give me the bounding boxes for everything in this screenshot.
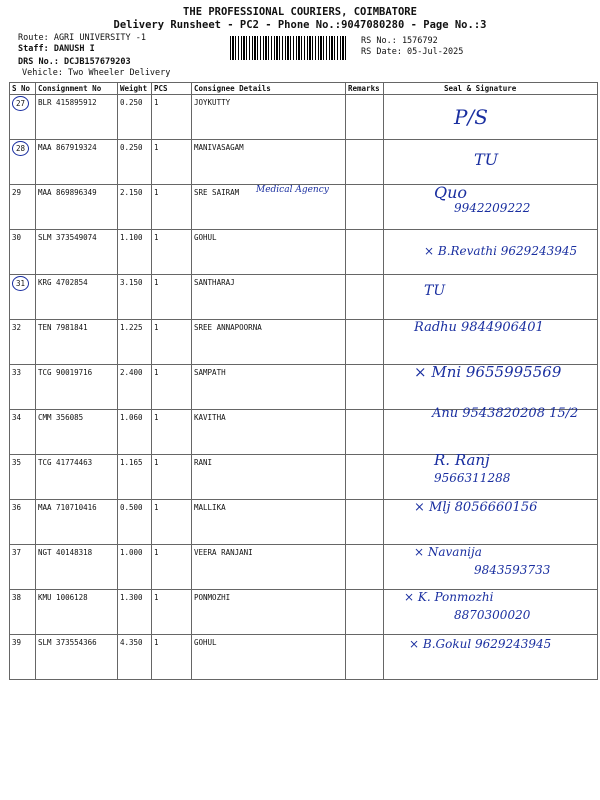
consignee-name: RANI — [194, 458, 213, 467]
route-label: Route: AGRI UNIVERSITY -1 — [18, 33, 146, 43]
remarks-cell — [346, 500, 384, 545]
table-row — [10, 635, 598, 680]
seal-signature-cell — [384, 406, 598, 455]
sno-cell — [10, 140, 36, 185]
handwritten-signature: × Mni 9655995569 — [414, 363, 562, 381]
seal-signature-cell — [384, 95, 598, 140]
consignee-name: SAMPATH — [194, 368, 226, 377]
handwritten-signature: R. Ranj — [434, 451, 490, 469]
consignee-name: PONMOZHI — [194, 593, 231, 602]
table-row — [10, 275, 598, 320]
remarks-cell — [346, 320, 384, 365]
circled-sno: 27 — [12, 96, 29, 111]
sno-cell: 30 — [10, 230, 36, 275]
weight-cell: 1.060 — [118, 410, 152, 455]
remarks-cell — [346, 635, 384, 680]
column-header: Consignment No — [36, 83, 118, 95]
remarks-cell — [346, 455, 384, 500]
vehicle-label: Vehicle: Two Wheeler Delivery — [22, 68, 171, 78]
rs-date: RS Date: 05-Jul-2025 — [361, 47, 464, 57]
weight-cell: 4.350 — [118, 635, 152, 680]
pcs-cell: 1 — [152, 140, 192, 185]
consignee-name: JOYKUTTY — [194, 98, 231, 107]
weight-cell: 0.500 — [118, 500, 152, 545]
consignee-cell — [192, 230, 346, 275]
consignee-name: SANTHARAJ — [194, 278, 235, 287]
consignee-cell — [192, 410, 346, 455]
consignee-name: SRE SAIRAM — [194, 188, 240, 197]
remarks-cell — [346, 545, 384, 590]
sno-cell: 38 — [10, 590, 36, 635]
handwritten-signature: 9566311288 — [434, 471, 511, 485]
sno-cell: 39 — [10, 635, 36, 680]
handwritten-signature: TU — [474, 150, 499, 169]
handwritten-signature: × B.Revathi 9629243945 — [424, 244, 578, 258]
handwritten-signature: × Mlj 8056660156 — [414, 500, 538, 515]
consignee-name: GOHUL — [194, 638, 217, 647]
handwritten-signature: P/S — [454, 105, 488, 129]
weight-cell: 0.250 — [118, 95, 152, 140]
pcs-cell: 1 — [152, 410, 192, 455]
table-header-row — [10, 83, 598, 95]
remarks-cell — [346, 230, 384, 275]
sno-cell: 35 — [10, 455, 36, 500]
column-header: Remarks — [346, 83, 384, 95]
consignee-name: KAVITHA — [194, 413, 226, 422]
consignee-name: SREE ANNAPOORNA — [194, 323, 262, 332]
handwritten-signature: Anu 9543820208 15/2 — [432, 406, 579, 421]
seal-signature-cell — [384, 140, 598, 185]
column-header: Seal & Signature — [384, 83, 598, 95]
weight-cell: 1.225 — [118, 320, 152, 365]
weight-cell: 2.150 — [118, 185, 152, 230]
pcs-cell: 1 — [152, 230, 192, 275]
table-row — [10, 230, 598, 275]
sno-cell: 33 — [10, 365, 36, 410]
runsheet-table — [9, 82, 598, 680]
weight-cell: 3.150 — [118, 275, 152, 320]
consignee-cell — [192, 590, 346, 635]
seal-signature-cell — [384, 590, 598, 635]
table-row — [10, 365, 598, 410]
pcs-cell: 1 — [152, 635, 192, 680]
remarks-cell — [346, 95, 384, 140]
table-row — [10, 320, 598, 365]
consignee-cell — [192, 365, 346, 410]
runsheet-title: Delivery Runsheet - PC2 - Phone No.:9047080280 - Page No.:3 — [113, 19, 487, 31]
weight-cell: 1.300 — [118, 590, 152, 635]
table-row — [10, 590, 598, 635]
table-row — [10, 410, 598, 455]
handwritten-signature: 8870300020 — [454, 608, 531, 622]
handwritten-signature: 9843593733 — [474, 563, 551, 577]
pcs-cell: 1 — [152, 185, 192, 230]
table-row — [10, 95, 598, 140]
consignee-name: VEERA RANJANI — [194, 548, 253, 557]
remarks-cell — [346, 410, 384, 455]
handwritten-remark: Medical Agency — [256, 185, 329, 195]
weight-cell: 1.000 — [118, 545, 152, 590]
consignee-name: GOHUL — [194, 233, 217, 242]
consignment-no-cell: TCG 90019716 — [36, 365, 118, 410]
remarks-cell — [346, 590, 384, 635]
consignee-name: MANIVASAGAM — [194, 143, 244, 152]
seal-signature-cell — [384, 185, 598, 230]
remarks-cell — [346, 185, 384, 230]
consignee-name: MALLIKA — [194, 503, 226, 512]
handwritten-signature: × K. Ponmozhi — [404, 590, 494, 604]
seal-signature-cell — [384, 365, 598, 410]
sno-cell: 34 — [10, 410, 36, 455]
consignment-no-cell: KMU 1006128 — [36, 590, 118, 635]
consignment-no-cell: MAA 867919324 — [36, 140, 118, 185]
consignee-cell — [192, 320, 346, 365]
table-row — [10, 140, 598, 185]
consignee-cell — [192, 95, 346, 140]
consignment-no-cell: CMM 356085 — [36, 410, 118, 455]
sno-cell — [10, 95, 36, 140]
consignment-no-cell: MAA 710710416 — [36, 500, 118, 545]
pcs-cell: 1 — [152, 455, 192, 500]
sno-cell: 37 — [10, 545, 36, 590]
consignee-cell — [192, 275, 346, 320]
table-body — [10, 95, 598, 680]
pcs-cell: 1 — [152, 545, 192, 590]
pcs-cell: 1 — [152, 320, 192, 365]
weight-cell: 0.250 — [118, 140, 152, 185]
handwritten-signature: × Navanija — [414, 545, 482, 559]
remarks-cell — [346, 275, 384, 320]
circled-sno: 28 — [12, 141, 29, 156]
table-row — [10, 455, 598, 500]
consignment-no-cell: SLM 373554366 — [36, 635, 118, 680]
consignee-cell — [192, 140, 346, 185]
barcode — [230, 36, 348, 60]
remarks-cell — [346, 365, 384, 410]
weight-cell: 1.100 — [118, 230, 152, 275]
seal-signature-cell — [384, 320, 598, 365]
seal-signature-cell — [384, 500, 598, 545]
sno-cell: 32 — [10, 320, 36, 365]
handwritten-signature: Quo — [434, 183, 468, 202]
handwritten-signature: Radhu 9844906401 — [414, 320, 544, 335]
column-header: PCS — [152, 83, 192, 95]
consignment-no-cell: TEN 7981841 — [36, 320, 118, 365]
company-title: THE PROFESSIONAL COURIERS, COIMBATORE — [183, 6, 417, 18]
pcs-cell: 1 — [152, 365, 192, 410]
sno-cell — [10, 275, 36, 320]
handwritten-signature: TU — [424, 283, 446, 299]
pcs-cell: 1 — [152, 500, 192, 545]
pcs-cell: 1 — [152, 275, 192, 320]
consignment-no-cell: MAA 869896349 — [36, 185, 118, 230]
column-header: Consignee Details — [192, 83, 346, 95]
consignment-no-cell: KRG 4702854 — [36, 275, 118, 320]
table-row — [10, 500, 598, 545]
column-header: Weight — [118, 83, 152, 95]
drs-label: DRS No.: DCJB157679203 — [18, 57, 131, 67]
consignment-no-cell: SLM 373549074 — [36, 230, 118, 275]
handwritten-signature: × B.Gokul 9629243945 — [409, 637, 552, 651]
seal-signature-cell — [384, 275, 598, 320]
remarks-cell — [346, 140, 384, 185]
seal-signature-cell — [384, 545, 598, 590]
consignee-cell — [192, 185, 346, 230]
consignee-cell — [192, 455, 346, 500]
consignee-cell — [192, 545, 346, 590]
consignment-no-cell: TCG 41774463 — [36, 455, 118, 500]
pcs-cell: 1 — [152, 590, 192, 635]
circled-sno: 31 — [12, 276, 29, 291]
weight-cell: 2.400 — [118, 365, 152, 410]
pcs-cell: 1 — [152, 95, 192, 140]
consignment-no-cell: NGT 40148318 — [36, 545, 118, 590]
staff-label: Staff: DANUSH I — [18, 44, 95, 54]
table-row — [10, 545, 598, 590]
seal-signature-cell — [384, 451, 598, 500]
consignee-cell — [192, 635, 346, 680]
seal-signature-cell — [384, 230, 598, 275]
sno-cell: 29 — [10, 185, 36, 230]
handwritten-signature: 9942209222 — [454, 201, 531, 215]
weight-cell: 1.165 — [118, 455, 152, 500]
sno-cell: 36 — [10, 500, 36, 545]
table-row — [10, 185, 598, 230]
consignment-no-cell: BLR 415895912 — [36, 95, 118, 140]
seal-signature-cell — [384, 635, 598, 680]
rs-number: RS No.: 1576792 — [361, 36, 438, 46]
column-header: S No — [10, 83, 36, 95]
consignee-cell — [192, 500, 346, 545]
